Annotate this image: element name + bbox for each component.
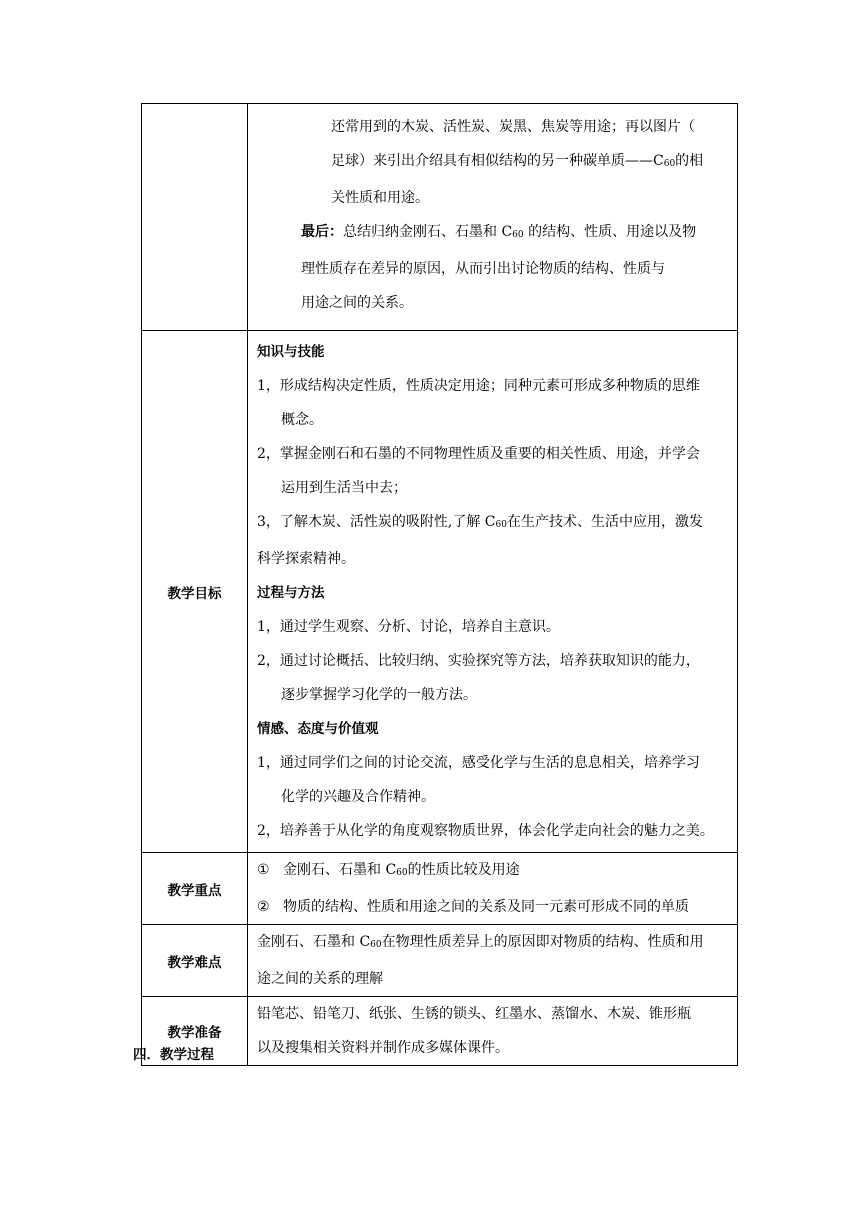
process-item-2: 2，通过讨论概括、比较归纳、实验探究等方法，培养获取知识的能力， — [257, 653, 700, 669]
emotion-heading: 情感、态度与价值观 — [257, 721, 379, 737]
difficulties-label: 教学难点 — [142, 925, 248, 997]
emotion-item-2: 2，培养善于从化学的角度观察物质世界，体会化学走向社会的魅力之美。 — [257, 823, 714, 839]
process-item-2-cont: 逐步掌握学习化学的一般方法。 — [281, 687, 477, 703]
process-heading: 过程与方法 — [257, 585, 325, 601]
knowledge-item-1: 1，形成结构决定性质，性质决定用途；同种元素可形成多种物质的思维 — [257, 378, 700, 394]
knowledge-heading: 知识与技能 — [257, 344, 325, 360]
goals-label: 教学目标 — [142, 331, 248, 853]
preparation-row — [142, 997, 738, 1066]
key-points-label: 教学重点 — [142, 853, 248, 925]
final-line-3: 用途之间的关系。 — [301, 295, 413, 311]
key-point-1: ① 金刚石、石墨和 $C_{60}$的性质比较及用途 — [257, 853, 729, 890]
key-point-2: ② 物质的结构、性质和用途之间的关系及同一元素可形成不同的单质 — [257, 890, 729, 924]
preparation-label: 教学准备 — [142, 997, 248, 1066]
difficulties-content-cell — [248, 925, 738, 997]
knowledge-item-3-cont: 科学探索精神。 — [257, 551, 355, 567]
intro-line-3: 关性质和用途。 — [331, 190, 429, 206]
emotion-item-1-cont: 化学的兴趣及合作精神。 — [281, 789, 435, 805]
preparation-line-2: 以及搜集相关资料并制作成多媒体课件。 — [257, 1040, 509, 1056]
difficulty-line-2: 途之间的关系的理解 — [257, 971, 383, 987]
key-points-row — [142, 853, 738, 925]
process-item-1: 1，通过学生观察、分析、讨论，培养自主意识。 — [257, 619, 560, 635]
emotion-item-1: 1，通过同学们之间的讨论交流，感受化学与生活的息息相关，培养学习 — [257, 755, 700, 771]
difficulty-line-1: 金刚石、石墨和 $C_{60}$在物理性质差异上的原因即对物质的结构、性质和用 — [257, 934, 704, 950]
intro-line-1: 还常用到的木炭、活性炭、炭黑、焦炭等用途；再以图片（ — [331, 119, 695, 135]
intro-row — [142, 104, 738, 331]
intro-line-2: 足球）来引出介绍具有相似结构的另一种碳单质$——C_{60}$的相 — [331, 153, 704, 169]
difficulties-row — [142, 925, 738, 997]
goals-content-cell — [248, 331, 738, 853]
intro-content-cell — [248, 104, 738, 331]
preparation-line-1: 铅笔芯、铅笔刀、纸张、生锈的锁头、红墨水、蒸馏水、木炭、锥形瓶 — [257, 1006, 691, 1022]
key-points-content-cell — [248, 853, 738, 925]
final-line-2: 理性质存在差异的原因，从而引出讨论物质的结构、性质与 — [301, 261, 665, 277]
preparation-content-cell — [248, 997, 738, 1066]
knowledge-item-2-cont: 运用到生活当中去； — [281, 480, 407, 496]
lesson-plan-table — [141, 103, 738, 1066]
final-line-1: 最后：总结归纳金刚石、石墨和 $C_{60}$ 的结构、性质、用途以及物 — [301, 224, 697, 240]
knowledge-item-1-cont: 概念。 — [281, 412, 323, 428]
intro-label-cell — [142, 104, 248, 331]
knowledge-item-2: 2，掌握金刚石和石墨的不同物理性质及重要的相关性质、用途，并学会 — [257, 446, 700, 462]
knowledge-item-3: 3，了解木炭、活性炭的吸附性,了解 $C_{60}$在生产技术、生活中应用，激发 — [257, 514, 703, 530]
circled-one-marker: ① — [257, 862, 270, 878]
circled-two-marker: ② — [257, 899, 270, 915]
goals-row — [142, 331, 738, 853]
section-title: 四．教学过程 — [133, 1047, 214, 1063]
